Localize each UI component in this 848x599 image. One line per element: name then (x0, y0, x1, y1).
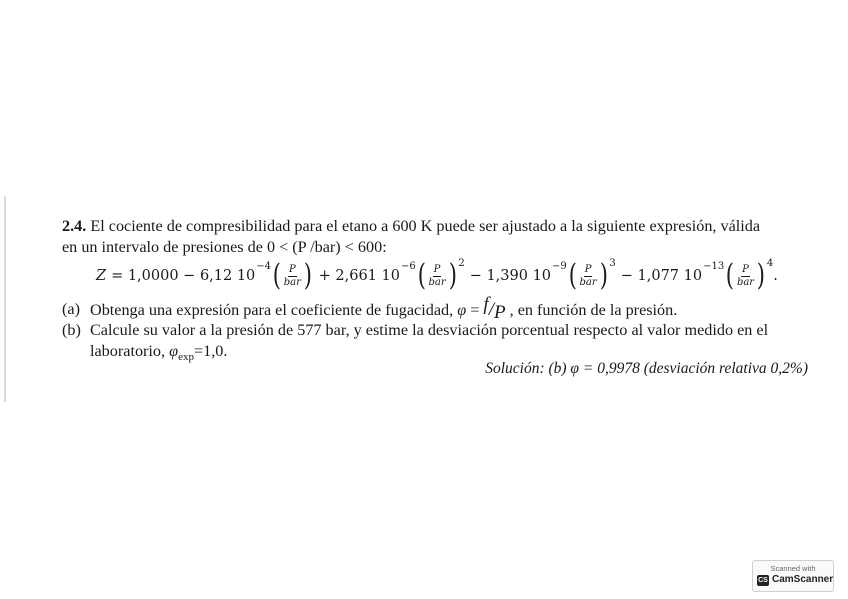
eq-term-1: = 1,0000 − 6,12 10 (111, 268, 256, 284)
watermark-caption: Scanned with (770, 564, 816, 573)
eq-exp-3: −9 (552, 260, 567, 272)
part-b-label: (b) (62, 321, 81, 339)
eq-term-2: + 2,661 10 (318, 268, 400, 284)
eq-exp-1: −4 (256, 260, 272, 272)
eq-exp-2: −6 (400, 260, 416, 272)
statement-line-1: El cociente de compresibilidad para el etano a 600 K puede ser ajustado a la siguiente expresión, válida (86, 217, 761, 235)
eq-pow-3: 3 (609, 257, 616, 269)
compressibility-equation: Z = 1,0000 − 6,12 10 −4 ( $\frac{P}{\text{bar}}$ ) + 2,661 10 −6 ( $\frac{P}{\text{bar}}$ ) 2 − 1,390 10 −9 ( $\frac{P}{\text{bar}}$ ) 3 − 1,077 10 −13 ( $\frac{P}{\text{bar}}$ ) 4 . (96, 257, 778, 293)
part-a-text: Obtenga una expresión para el coeficiente de fugacidad, φ = f/P , en función de la presión. (90, 294, 678, 323)
page-edge (4, 196, 6, 402)
eq-lhs: Z (96, 268, 107, 284)
eq-pow-4: 4 (766, 257, 774, 269)
problem-statement (62, 216, 814, 258)
eq-frac-4: $\frac{P}{\text{bar}}$ (736, 263, 755, 288)
statement-line-2: en un intervalo de presiones de 0 < (P /bar) < 600: (62, 238, 387, 256)
watermark-brand: CamScanner (772, 574, 834, 585)
eq-frac-2: $\frac{P}{\text{bar}}$ (428, 263, 446, 288)
eq-term-4: − 1,077 10 (620, 268, 703, 284)
problem-number: 2.4. (62, 217, 87, 235)
part-a-label: (a) (62, 300, 80, 318)
eq-frac-1: $\frac{P}{\text{bar}}$ (283, 263, 301, 288)
camscanner-logo-icon: CS (758, 577, 768, 584)
solution-text: Solución: (b) φ = 0,9978 (desviación relativa 0,2%) (485, 360, 808, 377)
eq-term-3: − 1,390 10 (469, 268, 552, 284)
eq-frac-3: $\frac{P}{\text{bar}}$ (579, 263, 597, 288)
eq-pow-2: 2 (458, 257, 465, 269)
camscanner-watermark (752, 560, 834, 592)
part-b-text: Calcule su valor a la presión de 577 bar, y estime la desviación porcentual respecto al valor medido en el laboratorio, $\varphi_{exp}=1,0$. (90, 321, 769, 364)
eq-exp-4: −13 (703, 260, 725, 272)
